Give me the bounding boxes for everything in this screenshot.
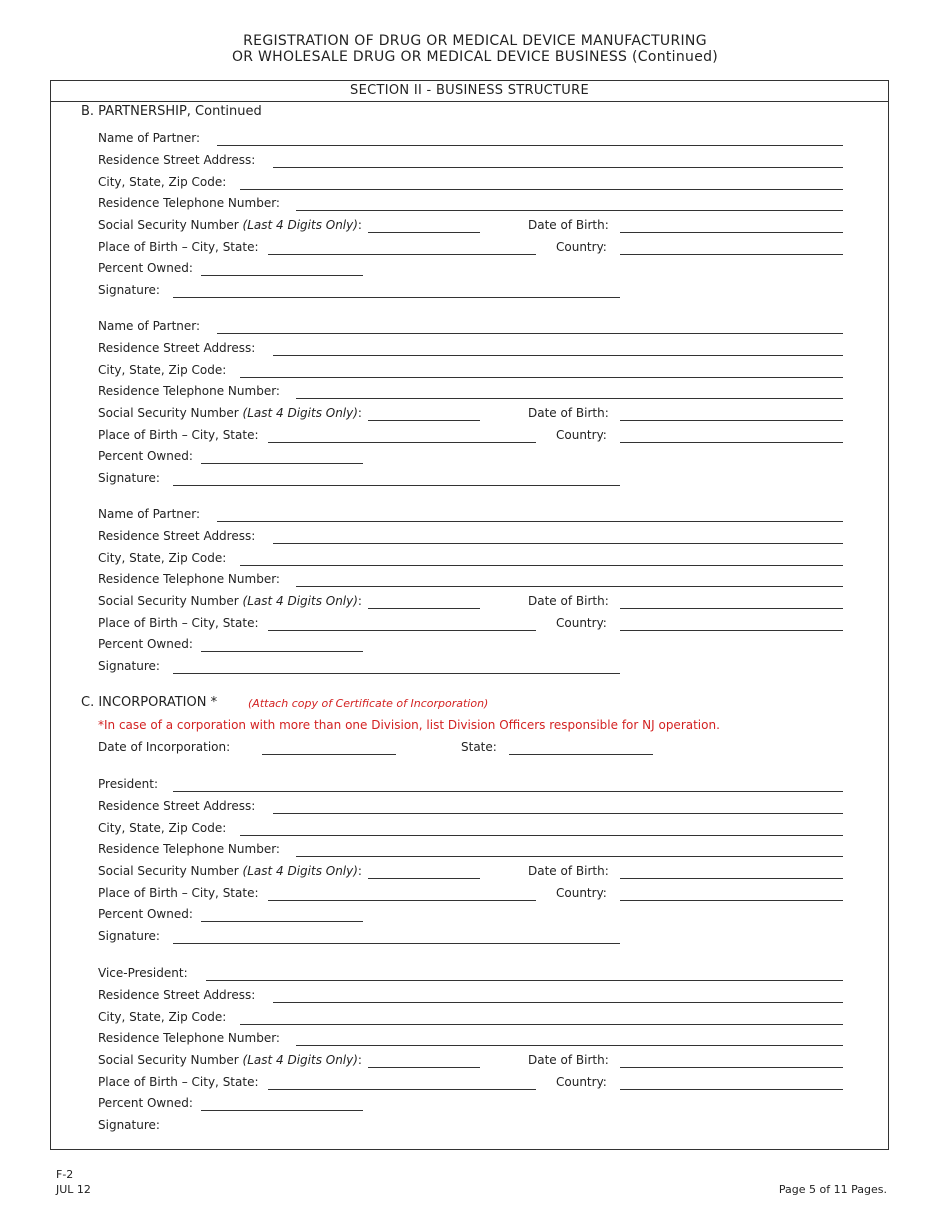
vice-president-country-label: Country: xyxy=(556,1075,607,1089)
vice-president-dob-field[interactable] xyxy=(620,1052,843,1068)
partner-3-signature-row xyxy=(98,658,843,675)
partner-2-birthplace-row xyxy=(98,427,843,444)
vice-president-ssn-label-note: (Last 4 Digits Only) xyxy=(242,1053,358,1067)
president-country-label: Country: xyxy=(556,886,607,900)
partner-1-city-field[interactable] xyxy=(240,174,843,190)
partner-1-ssn-row xyxy=(98,217,843,234)
vice-president-phone-field[interactable] xyxy=(296,1030,843,1046)
form-title-line-2: OR WHOLESALE DRUG OR MEDICAL DEVICE BUSINESS (Continued) xyxy=(231,49,719,65)
partner-2-ssn-row xyxy=(98,405,843,422)
partner-2-ssn-label-colon: : xyxy=(357,406,362,420)
vice-president-birthplace-label: Place of Birth – City, State: xyxy=(98,1075,259,1089)
partner-3-birthplace-label: Place of Birth – City, State: xyxy=(98,616,259,630)
partner-2-ssn-label-note: (Last 4 Digits Only) xyxy=(242,406,358,420)
partner-2-phone-row xyxy=(98,383,843,400)
partner-2-street-label: Residence Street Address: xyxy=(98,341,256,355)
partner-1-phone-field[interactable] xyxy=(296,195,843,211)
partner-2-street-field[interactable] xyxy=(273,340,843,356)
partner-3-city-field[interactable] xyxy=(240,550,843,566)
partner-1-birthplace-label: Place of Birth – City, State: xyxy=(98,240,259,254)
president-birthplace-field[interactable] xyxy=(268,885,536,901)
vice-president-percent-row xyxy=(98,1095,843,1112)
partner-3-street-label: Residence Street Address: xyxy=(98,529,256,543)
partner-2-percent-field[interactable] xyxy=(201,448,363,464)
vice-president-signature-label: Signature: xyxy=(98,1118,160,1132)
vice-president-city-label: City, State, Zip Code: xyxy=(98,1010,227,1024)
partner-1-ssn-field[interactable] xyxy=(368,217,480,233)
vice-president-name-field[interactable] xyxy=(206,965,843,981)
partnership-heading: B. PARTNERSHIP, Continued xyxy=(81,104,262,119)
partner-3-ssn-label xyxy=(98,593,362,609)
section-title: SECTION II - BUSINESS STRUCTURE xyxy=(51,81,888,102)
partner-2-dob-field[interactable] xyxy=(620,405,843,421)
president-name-row xyxy=(98,776,843,793)
vice-president-ssn-field[interactable] xyxy=(368,1052,480,1068)
partner-1-signature-field[interactable] xyxy=(173,282,620,298)
partner-3-city-row xyxy=(98,550,843,567)
partner-1-signature-row xyxy=(98,282,843,299)
partner-1-dob-label: Date of Birth: xyxy=(528,218,609,232)
president-ssn-field[interactable] xyxy=(368,863,480,879)
partner-3-ssn-field[interactable] xyxy=(368,593,480,609)
incorporation-state-label: State: xyxy=(461,740,497,754)
vice-president-phone-row xyxy=(98,1030,843,1047)
vice-president-name-label: Vice-President: xyxy=(98,966,188,980)
partner-2-name-label: Name of Partner: xyxy=(98,319,201,333)
partner-2-name-row xyxy=(98,318,843,335)
partner-3-name-label: Name of Partner: xyxy=(98,507,201,521)
partner-3-ssn-row xyxy=(98,593,843,610)
vice-president-ssn-label-text: Social Security Number xyxy=(98,1053,243,1067)
president-city-field[interactable] xyxy=(240,820,843,836)
partner-3-percent-label: Percent Owned: xyxy=(98,637,193,651)
partner-1-signature-label: Signature: xyxy=(98,283,160,297)
partner-1-street-label: Residence Street Address: xyxy=(98,153,256,167)
president-signature-label: Signature: xyxy=(98,929,160,943)
partner-2-birthplace-field[interactable] xyxy=(268,427,536,443)
partner-1-ssn-label-note: (Last 4 Digits Only) xyxy=(242,218,358,232)
partner-1-name-row xyxy=(98,130,843,147)
president-country-field[interactable] xyxy=(620,885,843,901)
partner-3-city-label: City, State, Zip Code: xyxy=(98,551,227,565)
partner-3-birthplace-field[interactable] xyxy=(268,615,536,631)
partner-2-country-field[interactable] xyxy=(620,427,843,443)
president-phone-row xyxy=(98,841,843,858)
vice-president-city-field[interactable] xyxy=(240,1009,843,1025)
date-of-incorporation-label: Date of Incorporation: xyxy=(98,740,231,754)
president-street-label: Residence Street Address: xyxy=(98,799,256,813)
partner-3-street-row xyxy=(98,528,843,545)
partner-1-name-label: Name of Partner: xyxy=(98,131,201,145)
vice-president-phone-label: Residence Telephone Number: xyxy=(98,1031,280,1045)
vice-president-percent-field[interactable] xyxy=(201,1095,363,1111)
partner-1-percent-label: Percent Owned: xyxy=(98,261,193,275)
partner-1-phone-label: Residence Telephone Number: xyxy=(98,196,280,210)
president-birthplace-label: Place of Birth – City, State: xyxy=(98,886,259,900)
partner-3-name-field[interactable] xyxy=(217,506,843,522)
partner-2-city-field[interactable] xyxy=(240,362,843,378)
partner-2-country-label: Country: xyxy=(556,428,607,442)
partner-2-ssn-field[interactable] xyxy=(368,405,480,421)
partner-1-country-label: Country: xyxy=(556,240,607,254)
president-dob-field[interactable] xyxy=(620,863,843,879)
form-title-line-1: REGISTRATION OF DRUG OR MEDICAL DEVICE MANUFACTURING xyxy=(243,33,707,49)
president-ssn-label xyxy=(98,863,362,879)
partner-1-ssn-label xyxy=(98,217,362,233)
vice-president-birthplace-row xyxy=(98,1074,843,1091)
incorporation-date-row xyxy=(98,739,843,756)
partner-3-birthplace-row xyxy=(98,615,843,632)
partner-1-city-row xyxy=(98,174,843,191)
partner-3-ssn-label-text: Social Security Number xyxy=(98,594,243,608)
president-ssn-label-note: (Last 4 Digits Only) xyxy=(242,864,358,878)
president-signature-row xyxy=(98,928,843,945)
page-number: Page 5 of 11 Pages. xyxy=(778,1183,887,1196)
vice-president-street-field[interactable] xyxy=(273,987,843,1003)
date-of-incorporation-field[interactable] xyxy=(262,739,396,755)
president-name-field[interactable] xyxy=(173,776,843,792)
partner-2-dob-label: Date of Birth: xyxy=(528,406,609,420)
partner-3-phone-label: Residence Telephone Number: xyxy=(98,572,280,586)
partner-1-ssn-label-colon: : xyxy=(357,218,362,232)
partner-3-dob-label: Date of Birth: xyxy=(528,594,609,608)
partner-2-ssn-label xyxy=(98,405,362,421)
partner-1-name-field[interactable] xyxy=(217,130,843,146)
incorporation-state-field[interactable] xyxy=(509,739,653,755)
partner-3-name-row xyxy=(98,506,843,523)
vice-president-ssn-row xyxy=(98,1052,843,1069)
partner-1-birthplace-field[interactable] xyxy=(268,239,536,255)
partner-3-phone-field[interactable] xyxy=(296,571,843,587)
vice-president-ssn-label-colon: : xyxy=(357,1053,362,1067)
vice-president-street-row xyxy=(98,987,843,1004)
president-percent-field[interactable] xyxy=(201,906,363,922)
president-percent-row xyxy=(98,906,843,923)
vice-president-name-row xyxy=(98,965,843,982)
partner-3-street-field[interactable] xyxy=(273,528,843,544)
partner-1-percent-row xyxy=(98,260,843,277)
division-note: *In case of a corporation with more than one Division, list Division Officers responsible for NJ operation. xyxy=(98,718,720,732)
president-name-label: President: xyxy=(98,777,159,791)
vice-president-country-field[interactable] xyxy=(620,1074,843,1090)
partner-3-ssn-label-colon: : xyxy=(357,594,362,608)
partner-3-country-field[interactable] xyxy=(620,615,843,631)
form-date: JUL 12 xyxy=(56,1183,91,1196)
president-signature-field[interactable] xyxy=(173,928,620,944)
president-city-row xyxy=(98,820,843,837)
vice-president-dob-label: Date of Birth: xyxy=(528,1053,609,1067)
president-ssn-label-text: Social Security Number xyxy=(98,864,243,878)
vice-president-signature-row xyxy=(98,1117,843,1134)
incorporation-heading: C. INCORPORATION * xyxy=(81,695,218,710)
partner-2-phone-label: Residence Telephone Number: xyxy=(98,384,280,398)
partner-2-phone-field[interactable] xyxy=(296,383,843,399)
partner-2-signature-field[interactable] xyxy=(173,470,620,486)
partner-2-ssn-label-text: Social Security Number xyxy=(98,406,243,420)
vice-president-ssn-label xyxy=(98,1052,362,1068)
president-percent-label: Percent Owned: xyxy=(98,907,193,921)
partner-3-dob-field[interactable] xyxy=(620,593,843,609)
vice-president-street-label: Residence Street Address: xyxy=(98,988,256,1002)
partner-3-phone-row xyxy=(98,571,843,588)
partner-3-percent-field[interactable] xyxy=(201,636,363,652)
partner-1-city-label: City, State, Zip Code: xyxy=(98,175,227,189)
partner-1-street-field[interactable] xyxy=(273,152,843,168)
partner-1-percent-field[interactable] xyxy=(201,260,363,276)
partner-2-street-row xyxy=(98,340,843,357)
president-ssn-row xyxy=(98,863,843,880)
president-street-row xyxy=(98,798,843,815)
partner-2-city-label: City, State, Zip Code: xyxy=(98,363,227,377)
partner-1-dob-field[interactable] xyxy=(620,217,843,233)
partner-1-birthplace-row xyxy=(98,239,843,256)
partner-3-signature-label: Signature: xyxy=(98,659,160,673)
president-birthplace-row xyxy=(98,885,843,902)
vice-president-city-row xyxy=(98,1009,843,1026)
partner-2-signature-label: Signature: xyxy=(98,471,160,485)
partner-1-country-field[interactable] xyxy=(620,239,843,255)
certificate-attach-note: (Attach copy of Certificate of Incorporation) xyxy=(248,697,489,710)
form-id: F-2 xyxy=(56,1168,74,1181)
president-dob-label: Date of Birth: xyxy=(528,864,609,878)
partner-3-signature-field[interactable] xyxy=(173,658,620,674)
partner-1-street-row xyxy=(98,152,843,169)
president-phone-label: Residence Telephone Number: xyxy=(98,842,280,856)
partner-3-ssn-label-note: (Last 4 Digits Only) xyxy=(242,594,358,608)
vice-president-percent-label: Percent Owned: xyxy=(98,1096,193,1110)
partner-3-country-label: Country: xyxy=(556,616,607,630)
president-ssn-label-colon: : xyxy=(357,864,362,878)
partner-1-ssn-label-text: Social Security Number xyxy=(98,218,243,232)
partner-2-percent-label: Percent Owned: xyxy=(98,449,193,463)
president-street-field[interactable] xyxy=(273,798,843,814)
vice-president-birthplace-field[interactable] xyxy=(268,1074,536,1090)
president-city-label: City, State, Zip Code: xyxy=(98,821,227,835)
partner-2-percent-row xyxy=(98,448,843,465)
partner-2-birthplace-label: Place of Birth – City, State: xyxy=(98,428,259,442)
president-phone-field[interactable] xyxy=(296,841,843,857)
partner-2-signature-row xyxy=(98,470,843,487)
partner-2-name-field[interactable] xyxy=(217,318,843,334)
partner-2-city-row xyxy=(98,362,843,379)
partner-1-phone-row xyxy=(98,195,843,212)
partner-3-percent-row xyxy=(98,636,843,653)
